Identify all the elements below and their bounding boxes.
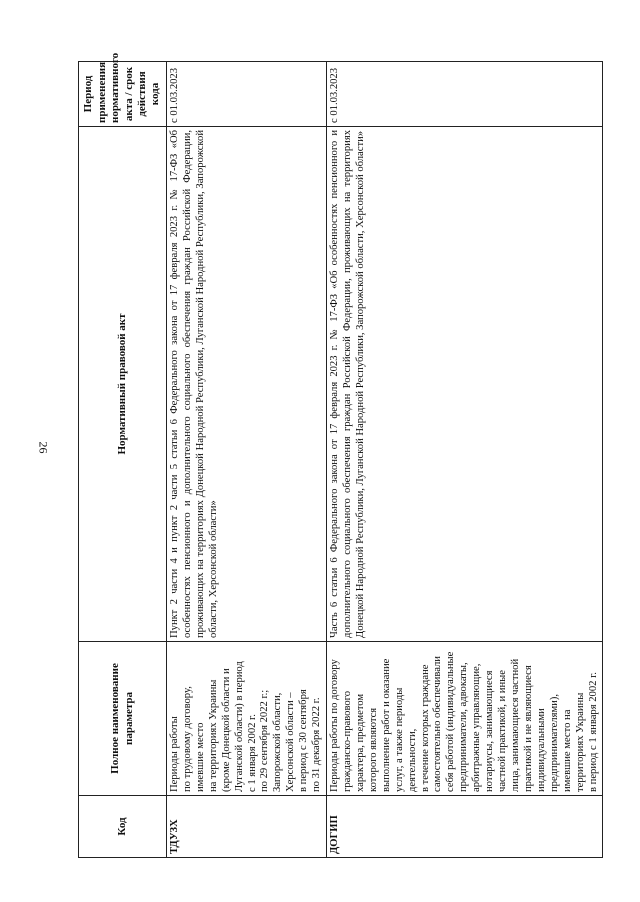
header-name: Полное наименование параметра bbox=[79, 642, 167, 796]
rotated-table-wrapper bbox=[78, 52, 602, 858]
header-act: Нормативный правовой акт bbox=[79, 127, 167, 642]
row-name: Периоды работы по договору гражданско-правового характера, предметом которого являются выполнение работ и оказание услуг, а также периоды деятельности, в течение которых граждане самостоятельно обеспечивали себя работой (индивидуальные предприниматели, адвокаты, арбитражные управляющие, нотариусы, занимающиеся частной практикой, и иные лица, занимающиеся частной практикой и не являющиеся индивидуальными предпринимателями), имевшие место на территориях Украины в период с 1 января 2002 г. bbox=[327, 642, 603, 796]
table-row bbox=[167, 62, 327, 858]
row-period: с 01.03.2023 bbox=[327, 62, 603, 127]
row-act: Пункт 2 части 4 и пункт 2 части 5 статьи 6 Федерального закона от 17 февраля 2023 г. № 17-ФЗ «Об особенностях пенсионного и дополнительного социального обеспечения граждан Российской Федерации, проживающих на территориях Донецкой Народной Республики, Луганской Народной Республики, Запорожской области, Херсонской области» bbox=[167, 127, 327, 642]
row-period: с 01.03.2023 bbox=[167, 62, 327, 127]
page-number: 26 bbox=[36, 441, 51, 454]
parameters-table bbox=[78, 52, 603, 858]
header-code: Код bbox=[79, 796, 167, 858]
table-header-row bbox=[79, 62, 167, 858]
row-act: Часть 6 статьи 6 Федерального закона от 17 февраля 2023 г. № 17-ФЗ «Об особенностях пенсионного и дополнительного социального обеспечения граждан Российской Федерации, проживающих на территориях Донецкой Народной Республики, Луганской Народной Республики, Запорожской области, Херсонской области» bbox=[327, 127, 603, 642]
row-code: ДОГИП bbox=[327, 796, 603, 858]
row-code: ТДУЗХ bbox=[167, 796, 327, 858]
table-row bbox=[327, 62, 603, 858]
row-name: Периоды работы по трудовому договору, имевшие место на территориях Украины (кроме Донецкой области и Луганской области) в период с 1 января 2002 г. по 29 сентября 2022 г.; Запорожской области, Херсонской области – в период с 30 сентября по 31 декабря 2022 г. bbox=[167, 642, 327, 796]
header-period: Период применения нормативного акта / срок действия кода bbox=[79, 62, 167, 127]
